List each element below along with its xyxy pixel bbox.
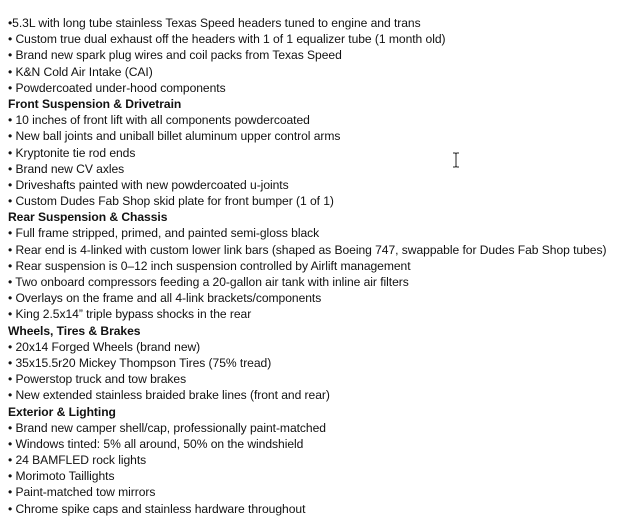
bullet-item: • Brand new camper shell/cap, professionally paint-matched: [8, 420, 326, 435]
bullet-item: • 35x15.5r20 Mickey Thompson Tires (75% tread): [8, 355, 272, 370]
bullet-item: • Full frame stripped, primed, and painted semi-gloss black: [8, 226, 320, 241]
bullet-item: • Powdercoated under-hood components: [8, 80, 226, 95]
section-heading: Exterior & Lighting: [8, 404, 116, 419]
bullet-item: • Overlays on the frame and all 4-link brackets/components: [8, 291, 322, 306]
bullet-item: • 20x14 Forged Wheels (brand new): [8, 339, 201, 354]
bullet-item: • Windows tinted: 5% all around, 50% on the windshield: [8, 436, 304, 451]
bullet-item: • New ball joints and uniball billet aluminum upper control arms: [8, 129, 341, 144]
section-heading: Rear Suspension & Chassis: [8, 210, 168, 225]
bullet-item: • Brand new CV axles: [8, 161, 125, 176]
section-heading: Front Suspension & Drivetrain: [8, 96, 182, 111]
bullet-item: • Powerstop truck and tow brakes: [8, 372, 187, 387]
bullet-item: • Brand new spark plug wires and coil packs from Texas Speed: [8, 48, 342, 63]
bullet-item: • 24 BAMFLED rock lights: [8, 453, 147, 468]
document-body: [8, 15, 638, 517]
section-heading: Wheels, Tires & Brakes: [8, 323, 141, 338]
bullet-item: • Two onboard compressors feeding a 20-gallon air tank with inline air filters: [8, 275, 409, 289]
bullet-item: • Driveshafts painted with new powdercoated u-joints: [8, 177, 289, 192]
bullet-item: • Morimoto Taillights: [8, 469, 115, 484]
bullet-item: • Kryptonite tie rod ends: [8, 145, 136, 160]
bullet-item: • Custom true dual exhaust off the headers with 1 of 1 equalizer tube (1 month old): [8, 32, 446, 47]
bullet-item: • Custom Dudes Fab Shop skid plate for front bumper (1 of 1): [8, 194, 334, 209]
bullet-item: •5.3L with long tube stainless Texas Speed headers tuned to engine and trans: [8, 16, 421, 30]
bullet-item: • Paint-matched tow mirrors: [8, 485, 156, 500]
bullet-item: • Chrome spike caps and stainless hardware throughout: [8, 501, 306, 516]
bullet-item: • Rear end is 4-linked with custom lower link bars (shaped as Boeing 747, swappable for Dudes Fab Shop tubes): [8, 242, 607, 257]
bullet-item: • Rear suspension is 0–12 inch suspension controlled by Airlift management: [8, 258, 411, 273]
bullet-item: • King 2.5x14” triple bypass shocks in the rear: [8, 307, 252, 322]
text-cursor-icon: [452, 152, 460, 168]
bullet-item: • K&N Cold Air Intake (CAI): [8, 64, 153, 79]
bullet-item: • New extended stainless braided brake lines (front and rear): [8, 388, 330, 403]
bullet-item: • 10 inches of front lift with all components powdercoated: [8, 113, 310, 128]
